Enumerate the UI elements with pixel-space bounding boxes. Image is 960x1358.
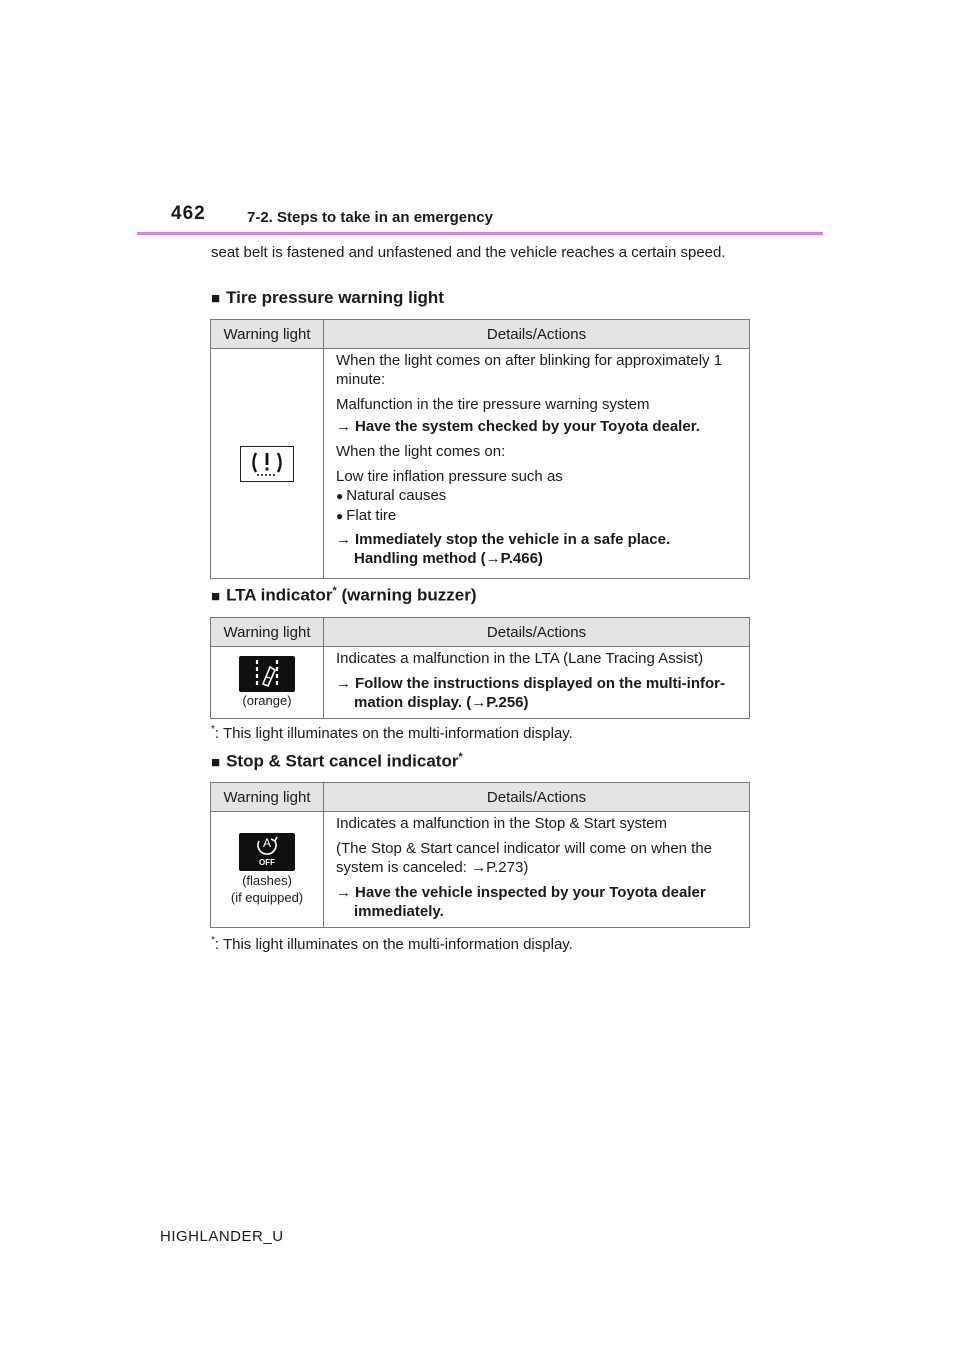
footnote-marker: * xyxy=(211,724,215,735)
heading-suffix: (warning buzzer) xyxy=(336,585,477,605)
icon-caption: (orange) xyxy=(242,693,292,708)
tire-pressure-warning-icon xyxy=(240,446,294,482)
icon-caption: (if equipped) xyxy=(230,890,304,905)
list-item-text: Natural causes xyxy=(346,487,447,504)
tire-pressure-heading xyxy=(211,288,444,308)
details-cell xyxy=(324,349,750,579)
col-details-actions: Details/Actions xyxy=(324,783,750,812)
detail-line xyxy=(336,839,744,877)
details-cell xyxy=(324,812,750,928)
icon-label: OFF xyxy=(259,858,275,867)
icon-caption: (flashes) xyxy=(242,873,292,888)
detail-line: Low tire inflation pressure such as xyxy=(336,468,563,485)
action-text: Have the vehicle inspected by your Toyota dealer immediately. xyxy=(354,884,706,920)
square-bullet-icon: ■ xyxy=(211,753,221,771)
lane-tracing-assist-icon xyxy=(239,656,295,692)
arrow-icon: → xyxy=(336,531,351,548)
action-line xyxy=(336,883,744,921)
intro-text: seat belt is fastened and unfastened and the vehicle reaches a certain speed. xyxy=(211,244,726,261)
warning-light-cell xyxy=(211,349,324,579)
action-line xyxy=(336,674,744,712)
footnote xyxy=(211,724,573,742)
detail-line: Indicates a malfunction in the Stop & Start system xyxy=(336,815,667,832)
action-text: Handling method ( xyxy=(354,550,486,567)
footnote xyxy=(211,935,573,953)
bullet-icon: ● xyxy=(336,489,344,503)
col-warning-light: Warning light xyxy=(211,783,324,812)
lta-indicator-heading xyxy=(211,585,477,606)
warning-light-cell xyxy=(211,647,324,719)
page-number: 462 xyxy=(171,203,206,224)
icon-letter: A xyxy=(262,836,271,850)
heading-text: LTA indicator xyxy=(226,585,333,605)
square-bullet-icon: ■ xyxy=(211,587,221,605)
arrow-icon: → xyxy=(485,550,501,567)
header-rule xyxy=(137,232,823,235)
warning-light-cell xyxy=(211,812,324,928)
bullet-icon: ● xyxy=(336,509,344,523)
lta-indicator-table xyxy=(210,617,750,719)
footnote-text: : This light illuminates on the multi-information display. xyxy=(214,725,573,742)
footer-model: HIGHLANDER_U xyxy=(160,1228,284,1245)
action-text: Follow the instructions displayed on the multi-infor-mation display. ( xyxy=(354,675,725,711)
col-warning-light: Warning light xyxy=(211,618,324,647)
heading-superscript: * xyxy=(458,751,463,763)
arrow-icon: → xyxy=(336,418,351,435)
page-reference: P.466) xyxy=(500,550,543,567)
list-item-text: Flat tire xyxy=(346,507,397,524)
page-reference: P.273) xyxy=(486,859,529,876)
footnote-text: : This light illuminates on the multi-information display. xyxy=(214,936,573,953)
action-line xyxy=(336,417,744,436)
detail-line: Indicates a malfunction in the LTA (Lane Tracing Assist) xyxy=(336,650,704,667)
list-item xyxy=(336,486,744,506)
square-bullet-icon: ■ xyxy=(211,290,221,307)
action-line xyxy=(336,530,744,568)
col-details-actions: Details/Actions xyxy=(324,320,750,349)
arrow-icon: → xyxy=(336,675,351,692)
list-item xyxy=(336,506,744,526)
stop-start-heading xyxy=(211,751,463,772)
detail-line: When the light comes on: xyxy=(336,443,506,460)
heading-text: Tire pressure warning light xyxy=(226,288,444,307)
heading-text: Stop & Start cancel indicator xyxy=(226,751,459,771)
arrow-icon: → xyxy=(471,694,487,711)
col-warning-light: Warning light xyxy=(211,320,324,349)
heading-superscript: * xyxy=(332,585,337,597)
arrow-icon: → xyxy=(336,884,351,901)
tire-pressure-table xyxy=(210,319,750,579)
action-text: Have the system checked by your Toyota dealer. xyxy=(355,418,700,435)
col-details-actions: Details/Actions xyxy=(324,618,750,647)
page-reference: P.256) xyxy=(486,694,529,711)
section-title: 7-2. Steps to take in an emergency xyxy=(247,209,493,226)
stop-start-table xyxy=(210,782,750,928)
stop-start-off-icon xyxy=(239,833,295,871)
action-text: Immediately stop the vehicle in a safe place. xyxy=(355,531,671,548)
details-cell xyxy=(324,647,750,719)
detail-text: (The Stop & Start cancel indicator will come on when the system is canceled: xyxy=(336,840,713,876)
detail-line: When the light comes on after blinking for approximately 1 minute: xyxy=(336,352,723,388)
detail-line: Malfunction in the tire pressure warning system xyxy=(336,396,650,413)
footnote-marker: * xyxy=(211,935,215,946)
arrow-icon: → xyxy=(471,859,487,876)
